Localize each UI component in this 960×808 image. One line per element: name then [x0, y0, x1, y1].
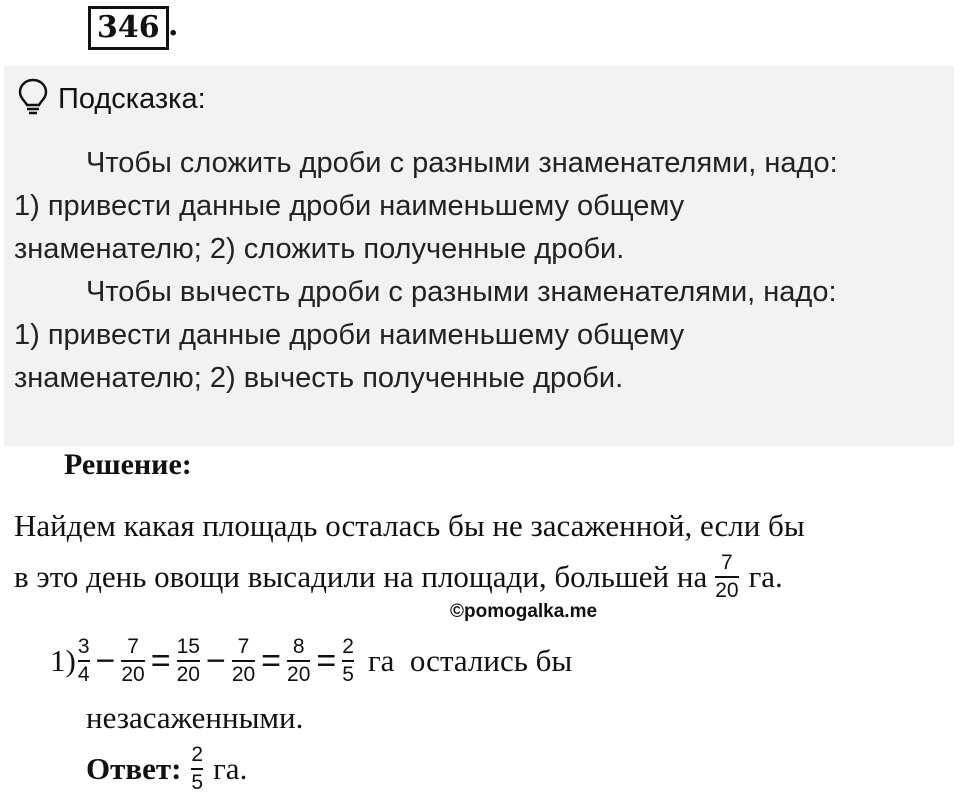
fraction-denominator: 5: [342, 663, 354, 686]
problem-number-text: 346: [97, 10, 160, 45]
minus-sign: −: [205, 641, 226, 680]
lightbulb-icon: [18, 78, 48, 121]
hint-box: [4, 66, 954, 446]
minus-sign: −: [95, 641, 116, 680]
fraction-numerator: 2: [191, 743, 204, 766]
fraction: [177, 636, 200, 686]
paragraph-text: в это день овощи высадили на площади, большей на: [14, 559, 708, 594]
fraction-denominator: 20: [231, 663, 256, 686]
fraction-denominator: 20: [715, 579, 739, 602]
solution-paragraph-line-1: Найдем какая площадь осталась бы не засаженной, если бы: [14, 508, 805, 543]
fraction-bar: [232, 660, 255, 662]
fraction: [342, 636, 354, 686]
fraction: [287, 636, 310, 686]
hint-line: 1) привести данные дроби наименьшему общему: [14, 319, 685, 351]
hint-title: Подсказка:: [58, 83, 206, 115]
fraction: [121, 636, 144, 686]
unit-text: га.: [748, 559, 783, 594]
fraction-numerator: 7: [127, 635, 139, 658]
solution-paragraph-line-2: [14, 552, 783, 602]
hint-line: Чтобы вычесть дроби с разными знаменателями, надо:: [86, 276, 837, 308]
problem-number-dot: .: [168, 8, 179, 43]
fraction-numerator: 8: [292, 635, 305, 658]
solution-step-1: [50, 636, 572, 686]
fraction-denominator: 20: [121, 663, 145, 686]
hint-line: знаменателю; 2) вычесть полученные дроби.: [14, 362, 624, 394]
fraction-bar: [342, 660, 354, 662]
fraction-denominator: 4: [77, 663, 90, 686]
fraction-denominator: 5: [191, 771, 204, 794]
answer-row: [86, 744, 247, 794]
equals-sign: =: [261, 641, 282, 680]
fraction-numerator: 15: [176, 635, 200, 658]
step-label: 1): [50, 643, 76, 678]
fraction-denominator: 20: [287, 663, 311, 686]
fraction-numerator: 7: [721, 551, 733, 574]
fraction-bar: [715, 576, 738, 578]
fraction-numerator: 2: [342, 635, 354, 658]
equals-sign: =: [316, 641, 337, 680]
hint-line: знаменателю; 2) сложить полученные дроби.: [14, 233, 625, 265]
fraction-numerator: 3: [77, 635, 90, 658]
fraction: [191, 744, 203, 794]
equals-sign: =: [150, 641, 171, 680]
hint-header: [18, 78, 206, 121]
solution-title: Решение:: [64, 448, 192, 481]
watermark: ©pomogalka.me: [450, 601, 598, 622]
step-continuation: незасаженными.: [86, 700, 304, 735]
fraction-bar: [287, 660, 310, 662]
hint-line: Чтобы сложить дроби с разными знаменателями, надо:: [86, 147, 838, 179]
fraction-bar: [121, 660, 144, 662]
fraction-numerator: 7: [237, 635, 250, 658]
fraction: [78, 636, 90, 686]
fraction-bar: [191, 768, 203, 770]
fraction-bar: [78, 660, 90, 662]
answer-label: Ответ:: [86, 751, 182, 786]
fraction-denominator: 20: [176, 663, 200, 686]
hint-body: [14, 142, 949, 400]
step-tail-text: га остались бы: [367, 643, 573, 678]
problem-number: [88, 6, 169, 50]
fraction: [715, 552, 738, 602]
fraction-bar: [177, 660, 200, 662]
fraction: [232, 636, 255, 686]
hint-line: 1) привести данные дроби наименьшему общему: [14, 190, 685, 222]
answer-unit: га.: [213, 751, 248, 786]
